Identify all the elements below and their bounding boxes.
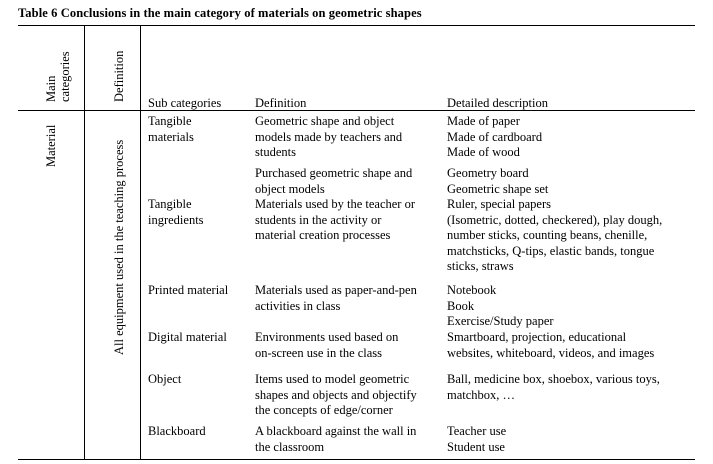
table-row: Teacher use Student use — [447, 424, 507, 454]
table-row: Printed material — [148, 283, 229, 297]
definition-all-equipment: All equipment used in the teaching process — [112, 139, 126, 355]
main-categories-header-line2: categories — [58, 51, 73, 102]
column-header-sub-categories: Sub categories — [148, 96, 222, 110]
main-categories-header-line1: Main — [44, 75, 58, 102]
table-row: Purchased geometric shape and object models — [255, 166, 413, 196]
table-row: Items used to model geometric shapes and objects and objectify the concepts of edge/corner — [255, 372, 417, 418]
table-row: Notebook Book Exercise/Study paper — [447, 283, 554, 329]
table-row: Geometric shape and object models made by teachers and students — [255, 114, 403, 160]
main-categories-header — [44, 51, 73, 102]
table-header-rule — [18, 110, 695, 111]
main-category-material: Material — [44, 124, 58, 167]
table-row: Digital material — [148, 330, 227, 344]
table-row: Made of paper Made of cardboard Made of wood — [447, 114, 543, 160]
definition-header-vertical: Definition — [112, 50, 126, 102]
table-row: Smartboard, projection, educational websites, whiteboard, videos, and images — [447, 330, 655, 360]
table-row: Object — [148, 372, 182, 386]
table-top-rule — [18, 25, 695, 26]
table-caption: Table 6 Conclusions in the main category of materials on geometric shapes — [18, 6, 422, 20]
table-row: Environments used based on on-screen use in the class — [255, 330, 399, 360]
table-bottom-rule — [18, 459, 695, 460]
table-row: A blackboard against the wall in the classroom — [255, 424, 417, 454]
table-row: Ball, medicine box, shoebox, various toys, matchbox, … — [447, 372, 660, 402]
column-divider-1 — [84, 26, 85, 459]
column-divider-2 — [140, 26, 141, 459]
table-row: Tangible materials — [148, 114, 194, 144]
table-row: Tangible ingredients — [148, 197, 204, 227]
table-row: Materials used as paper-and-pen activities in class — [255, 283, 417, 313]
table-row: Ruler, special papers (Isometric, dotted, checkered), play dough, number sticks, counting beans, chenille, matchsticks, Q-tips, elastic bands, tongue sticks, straws — [447, 197, 663, 274]
column-header-detailed-description: Detailed description — [447, 96, 549, 110]
column-header-definition: Definition — [255, 96, 307, 110]
table-row: Materials used by the teacher or students in the activity or material creation processes — [255, 197, 416, 243]
table-row: Geometry board Geometric shape set — [447, 166, 549, 196]
table-row: Blackboard — [148, 424, 206, 438]
